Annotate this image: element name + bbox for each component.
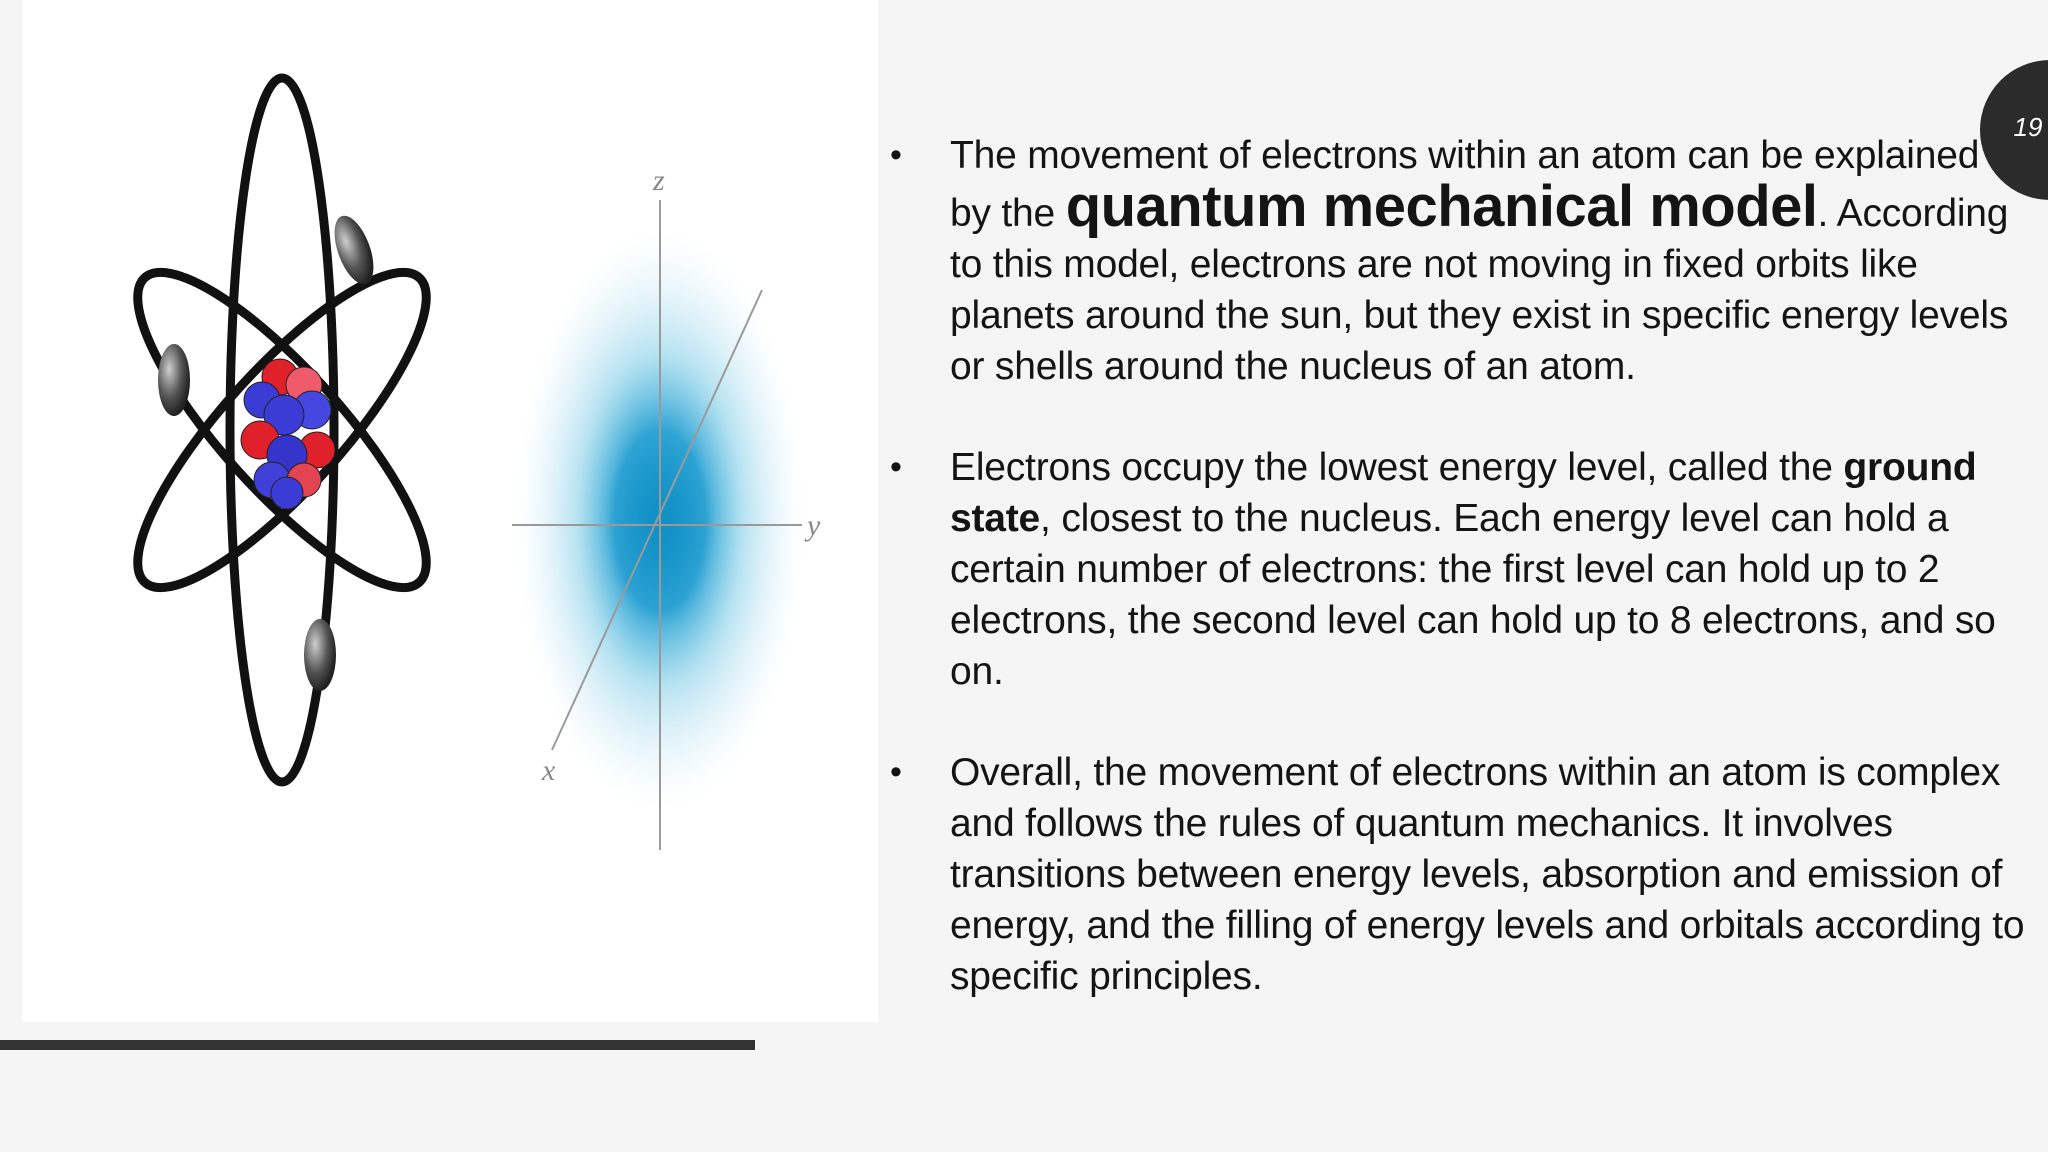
page-number: 19: [2013, 112, 2043, 142]
bullet-text: The movement of electrons within an atom can be explained by the: [950, 134, 1980, 235]
axis-label-z: z: [653, 164, 665, 197]
bullet-dot: •: [890, 136, 902, 174]
electron: [158, 344, 190, 416]
electron-cloud-illustration: [482, 160, 842, 860]
bullet-text: . According to this model, electrons are not moving in fixed orbits like planets around the sun, but they exist in specific energy levels or shells around the nucleus of an atom.: [950, 192, 2009, 388]
emphasis-ground-state: ground state: [950, 446, 1977, 540]
bullet-list: [880, 130, 2030, 1052]
bullet-item-ground-state: [880, 442, 2030, 697]
axis-label-x: x: [542, 754, 556, 787]
bullet-dot: •: [890, 753, 902, 791]
emphasis-quantum-mechanical-model: quantum mechanical model: [1065, 174, 1818, 239]
bullet-text: Overall, the movement of electrons within an atom is complex and follows the rules of quantum mechanics. It involves transitions between energy levels, absorption and emission of energy, and the filling of energy levels and orbitals according to specific principles.: [950, 751, 2025, 998]
axis-label-y: y: [807, 509, 821, 542]
bullet-text: , closest to the nucleus. Each energy level can hold a certain number of electrons: the first level can hold up to 2 electrons, the second level can hold up to 8 electrons, and so on.: [950, 497, 1996, 693]
bullet-item-overall: [880, 747, 2030, 1002]
bullet-text: Electrons occupy the lowest energy level, called the: [950, 446, 1844, 489]
nucleus: [241, 359, 335, 509]
image-panel: [22, 0, 878, 1022]
electron: [304, 619, 336, 691]
bullet-dot: •: [890, 448, 902, 486]
bullet-item-quantum-model: [880, 130, 2030, 392]
atom-model-illustration: [112, 55, 452, 805]
bottom-rule: [0, 1040, 755, 1050]
